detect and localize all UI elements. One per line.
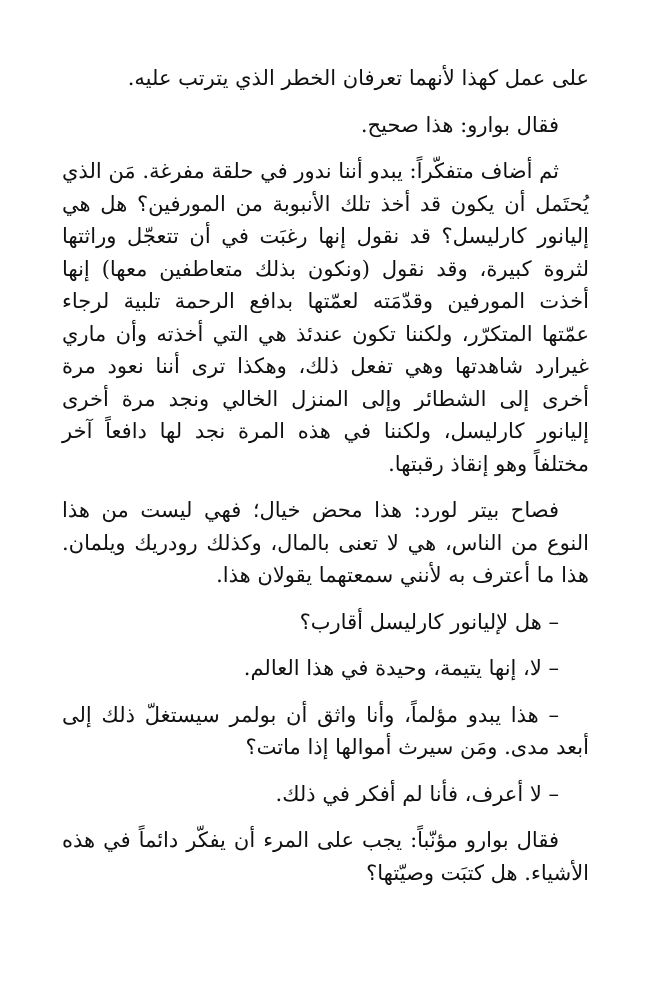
- paragraph-poirot-reasoning: ثم أضاف متفكّراً: يبدو أننا ندور في حلقة مفرغة. مَن الذي يُحتَمل أن يكون قد أخذ تلك الأنبوبة من المورفين؟ هل هي إليانور كارليسل؟ قد نقول إنها رغبَت في أن تتعجّل وراثتها لثروة كبيرة، وقد نقول (ونكون بذلك متعاطفين معها) إنها أخذت المورفين وقدّمَته لعمّتها بدافع الرحمة تلبية لرجاء عمّتها المتكرّر، ولكننا تكون عندئذ هي التي أخذته وأن ماري غيرارد شاهدتها وهي تفعل ذلك، وهكذا ترى أننا نعود مرة أخرى إلى الشطائر وإلى المنزل الخالي ونجد مرة أخرى إليانور كارليسل، ولكننا في هذه المرة نجد لها دافعاً آخر مختلفاً وهو إنقاذ رقبتها.: [62, 159, 589, 476]
- paragraph-peter-lord: فصاح بيتر لورد: هذا محض خيال؛ فهي ليست من هذا النوع من الناس، هي لا تعنى بالمال، وكذلك رودريك ويلمان. هذا ما أعترف به لأنني سمعتهما يقولان هذا.: [62, 498, 589, 587]
- paragraph-poirot-will: فقال بوارو مؤنّباً: يجب على المرء أن يفكّر دائماً في هذه الأشياء. هل كتبَت وصيّتها؟: [62, 828, 589, 885]
- paragraph-poirot-agrees: فقال بوارو: هذا صحيح.: [360, 112, 559, 137]
- paragraph-continuation: على عمل كهذا لأنهما تعرفان الخطر الذي يترتب عليه.: [127, 66, 589, 90]
- dialogue-line-orphan: – لا، إنها يتيمة، وحيدة في هذا العالم.: [243, 656, 559, 680]
- dialogue-line-relatives-question: – هل لإليانور كارليسل أقارب؟: [299, 609, 559, 634]
- dialogue-line-bulmer: – هذا يبدو مؤلماً، وأنا واثق أن بولمر سيستغلّ ذلك إلى أبعد مدى. ومَن سيرث أموالها إذا ماتت؟: [62, 702, 589, 759]
- dialogue-line-dont-know: – لا أعرف، فأنا لم أفكر في ذلك.: [275, 781, 559, 806]
- page-body: [62, 62, 589, 903]
